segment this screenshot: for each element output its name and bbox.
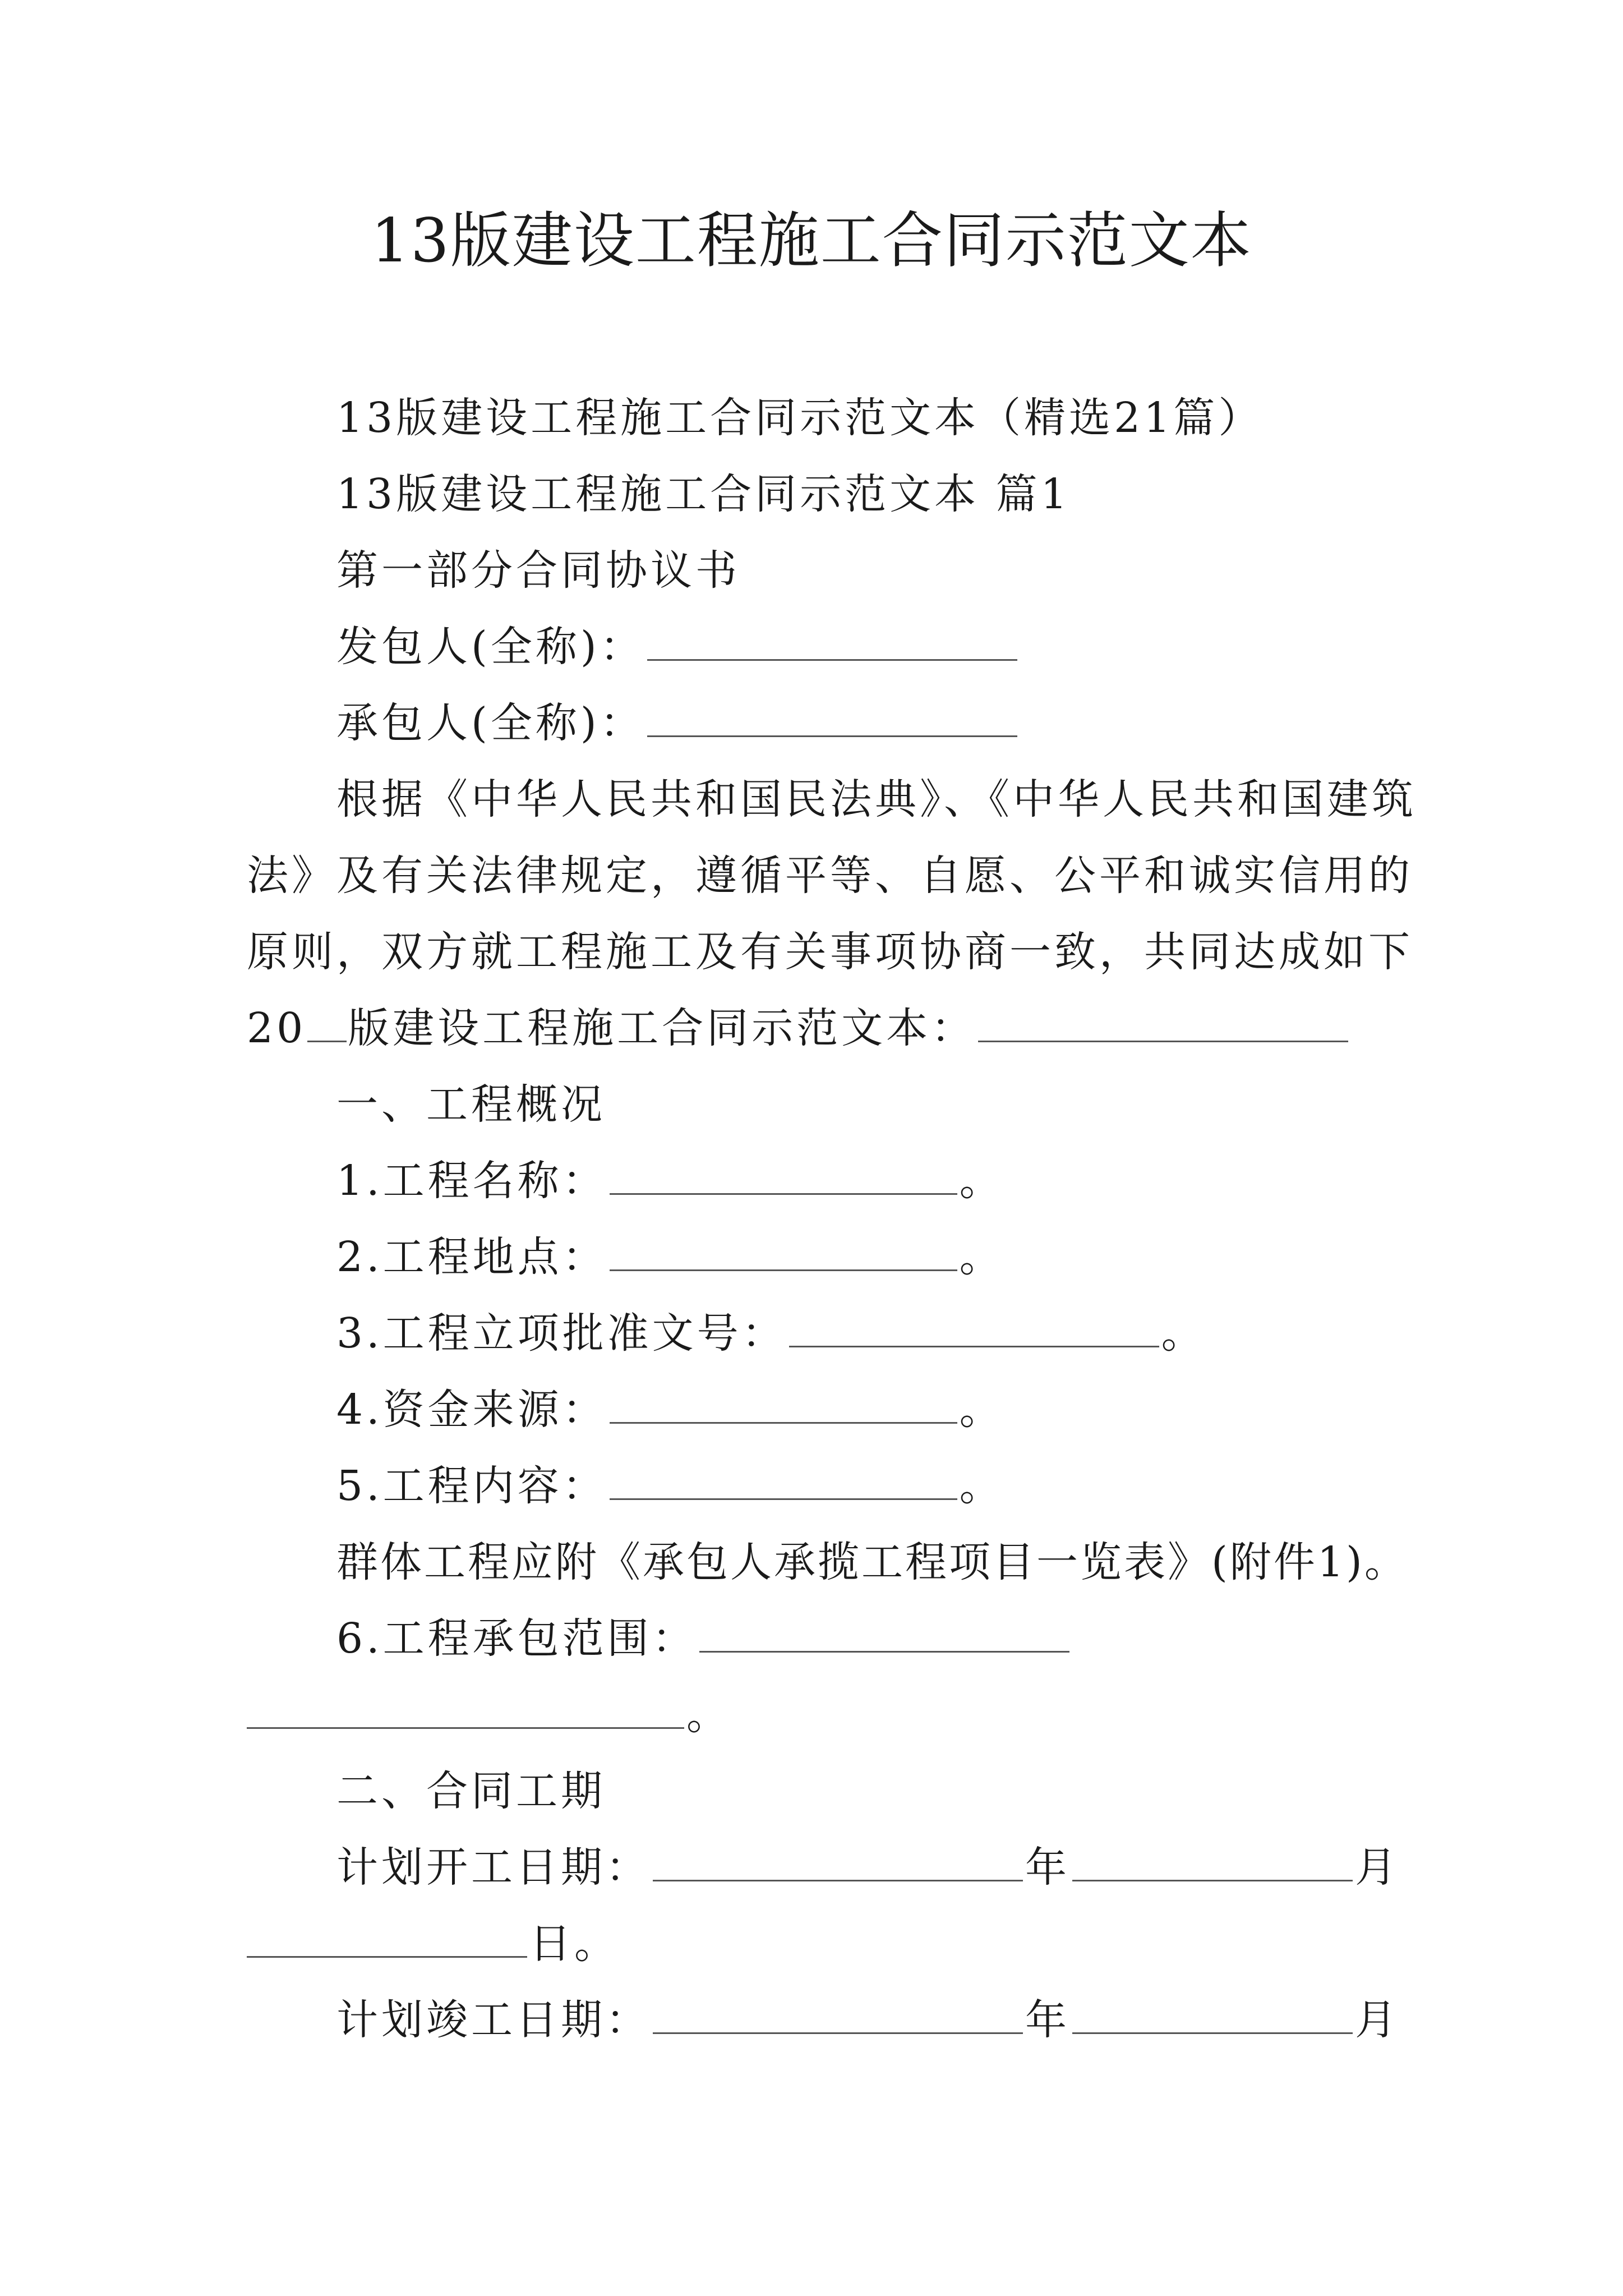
field-label: 6.工程承包范围：: [336, 1614, 697, 1663]
period: 。: [959, 1233, 1004, 1281]
agreement-blank: [978, 1006, 1348, 1042]
year-label: 年: [1025, 1843, 1070, 1892]
field-blank: [610, 1387, 957, 1424]
field-blank: [789, 1311, 1159, 1347]
field-label: 2.工程地点：: [336, 1233, 607, 1281]
project-location-line: [336, 1226, 1004, 1288]
field-blank: [247, 1692, 684, 1729]
contractor-blank: [647, 701, 1017, 737]
field-label: 3.工程立项批准文号：: [336, 1309, 787, 1358]
year-blank: [653, 1845, 1023, 1881]
field-blank: [610, 1235, 957, 1271]
scope-line: [336, 1608, 1072, 1669]
project-content-line: [336, 1455, 1004, 1517]
period: 。: [686, 1691, 731, 1739]
planned-start-continuation: [247, 1913, 619, 1975]
employer-blank: [647, 624, 1017, 661]
period: 。: [959, 1386, 1004, 1434]
chapter-heading: 13版建设工程施工合同示范文本 篇1: [336, 470, 1071, 518]
subtitle-line: 13版建设工程施工合同示范文本（精选21篇）: [336, 394, 1264, 442]
employer-line: [336, 616, 1020, 678]
field-label: 5.工程内容：: [336, 1462, 607, 1510]
paragraph-text: 版建设工程施工合同示范文本：: [348, 1004, 976, 1052]
year-blank: [307, 1006, 347, 1042]
part-heading: 第一部分合同协议书: [336, 546, 740, 595]
month-blank: [1072, 1845, 1353, 1881]
field-label: 计划开工日期：: [336, 1843, 651, 1892]
funding-source-line: [336, 1379, 1004, 1441]
project-name-line: [336, 1150, 1004, 1212]
planned-start-line: [336, 1837, 1400, 1898]
period: 。: [959, 1157, 1004, 1205]
field-blank: [610, 1158, 957, 1195]
period: 。: [1161, 1309, 1206, 1358]
month-label: 月: [1355, 1996, 1400, 2044]
field-blank: [699, 1616, 1069, 1653]
section-heading: 一、工程概况: [336, 1080, 606, 1129]
field-label: 计划竣工日期：: [336, 1996, 651, 2044]
field-label: 4.资金来源：: [336, 1386, 607, 1434]
approval-number-line: [336, 1303, 1206, 1364]
paragraph-line: [247, 997, 1350, 1059]
employer-label: 发包人(全称)：: [336, 623, 645, 671]
group-project-note: 群体工程应附《承包人承揽工程项目一览表》(附件1)。: [336, 1538, 1408, 1586]
field-blank: [610, 1464, 957, 1500]
year-prefix: 20: [247, 1004, 307, 1052]
day-blank: [247, 1921, 527, 1958]
section-heading: 二、合同工期: [336, 1767, 606, 1815]
month-blank: [1072, 1998, 1353, 2034]
scope-continuation-line: [247, 1684, 731, 1746]
field-label: 1.工程名称：: [336, 1157, 607, 1205]
month-label: 月: [1355, 1843, 1400, 1892]
day-label: 日。: [529, 1920, 619, 1968]
document-title: 13版建设工程施工合同示范文本: [371, 206, 1252, 276]
period: 。: [959, 1462, 1004, 1510]
contractor-line: [336, 692, 1020, 754]
paragraph-line: 原则，双方就工程施工及有关事项协商一致，共同达成如下: [247, 928, 1413, 976]
planned-completion-line: [336, 1989, 1400, 2051]
year-blank: [653, 1998, 1023, 2034]
paragraph-line: 根据《中华人民共和国民法典》、《中华人民共和国建筑: [336, 775, 1417, 823]
paragraph-line: 法》及有关法律规定，遵循平等、自愿、公平和诚实信用的: [247, 852, 1413, 900]
contractor-label: 承包人(全称)：: [336, 699, 645, 747]
year-label: 年: [1025, 1996, 1070, 2044]
